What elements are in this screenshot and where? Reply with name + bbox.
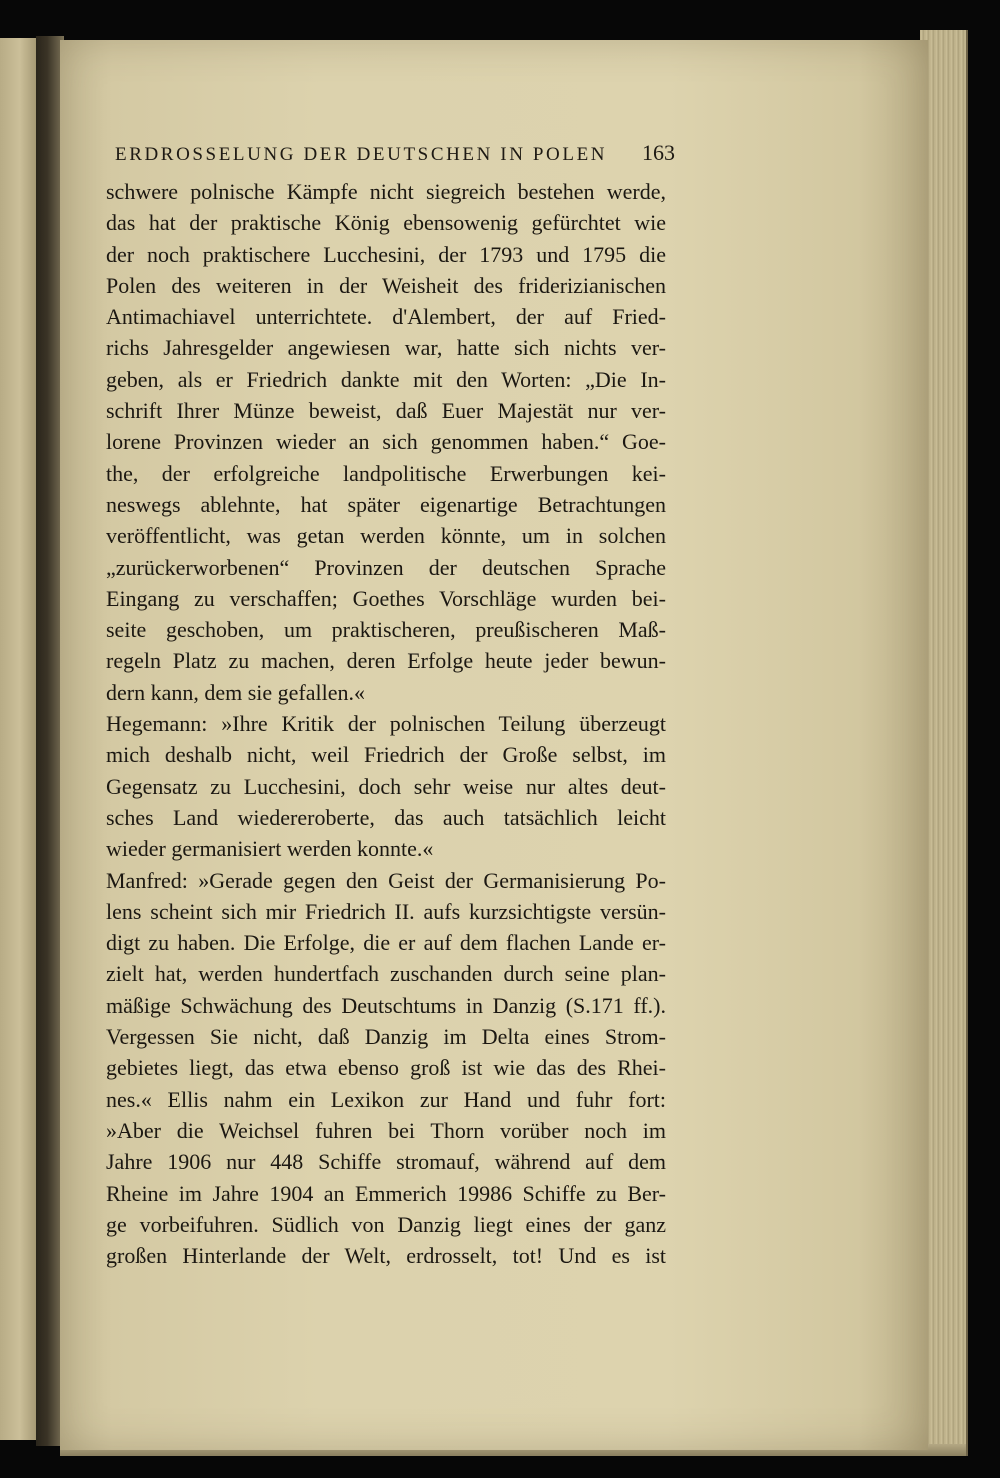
text-line: Jahre 1906 nur 448 Schiffe stromauf, während auf dem [106, 1149, 666, 1175]
text-line: geben, als er Friedrich dankte mit den Worten: „Die In- [106, 366, 666, 392]
text-line: neswegs ablehnte, hat später eigenartige Betrachtungen [106, 491, 666, 517]
text-line: Rheine im Jahre 1904 an Emmerich 19986 Schiffe zu Ber- [106, 1180, 666, 1206]
text-line: schrift Ihrer Münze beweist, daß Euer Majestät nur ver- [106, 398, 666, 424]
text-line: mäßige Schwächung des Deutschtums in Danzig (S.171 ff.). [106, 992, 666, 1018]
running-header [115, 140, 675, 172]
text-line: das hat der praktische König ebensowenig gefürchtet wie [106, 210, 666, 236]
text-line: wieder germanisiert werden konnte.« [106, 836, 434, 862]
text-line: zielt hat, werden hundertfach zuschanden durch seine plan- [106, 961, 666, 987]
text-line: nes.« Ellis nahm ein Lexikon zur Hand und fuhr fort: [106, 1086, 666, 1112]
text-line: großen Hinterlande der Welt, erdrosselt, tot! Und es ist [106, 1243, 666, 1269]
text-line: Manfred: »Gerade gegen den Geist der Germanisierung Po- [106, 867, 666, 893]
text-line: »Aber die Weichsel fuhren bei Thorn vorüber noch im [106, 1117, 666, 1143]
text-line: schwere polnische Kämpfe nicht siegreich bestehen werde, [106, 179, 666, 204]
text-line: seite geschoben, um praktischeren, preußischeren Maß- [106, 617, 666, 643]
text-line: Vergessen Sie nicht, daß Danzig im Delta eines Strom- [106, 1024, 666, 1050]
text-line: Gegensatz zu Lucchesini, doch sehr weise nur altes deut- [106, 773, 666, 799]
running-header-title: ERDROSSELUNG DER DEUTSCHEN IN POLEN [115, 144, 608, 165]
text-line: Polen des weiteren in der Weisheit des friderizianischen [106, 272, 666, 298]
text-line: lens scheint sich mir Friedrich II. aufs kurzsichtigste versün- [106, 898, 666, 924]
body-text [106, 176, 666, 1271]
text-line: dern kann, dem sie gefallen.« [106, 679, 366, 705]
text-line: gebietes liegt, das etwa ebenso groß ist wie das des Rhei- [106, 1055, 666, 1081]
text-line: the, der erfolgreiche landpolitische Erwerbungen kei- [106, 460, 666, 486]
text-line: lorene Provinzen wieder an sich genommen haben.“ Goe- [106, 429, 666, 455]
text-line: Hegemann: »Ihre Kritik der polnischen Teilung überzeugt [106, 711, 666, 737]
text-line: ge vorbeifuhren. Südlich von Danzig liegt eines der ganz [106, 1211, 666, 1237]
text-line: sches Land wiedereroberte, das auch tatsächlich leicht [106, 804, 666, 830]
text-line: veröffentlicht, was getan werden könnte, um in solchen [106, 523, 666, 549]
text-line: digt zu haben. Die Erfolge, die er auf dem flachen Lande er- [106, 930, 666, 956]
text-line: der noch praktischere Lucchesini, der 1793 und 1795 die [106, 241, 666, 267]
page-number: 163 [642, 140, 675, 165]
text-line: regeln Platz zu machen, deren Erfolge heute jeder bewun- [106, 648, 666, 674]
text-line: Antimachiavel unterrichtete. d'Alembert, der auf Fried- [106, 304, 666, 330]
text-line: „zurückerworbenen“ Provinzen der deutschen Sprache [106, 554, 666, 580]
text-line: mich deshalb nicht, weil Friedrich der Große selbst, im [106, 742, 666, 768]
text-line: richs Jahresgelder angewiesen war, hatte sich nichts ver- [106, 335, 666, 361]
text-line: Eingang zu verschaffen; Goethes Vorschläge wurden bei- [106, 585, 666, 611]
